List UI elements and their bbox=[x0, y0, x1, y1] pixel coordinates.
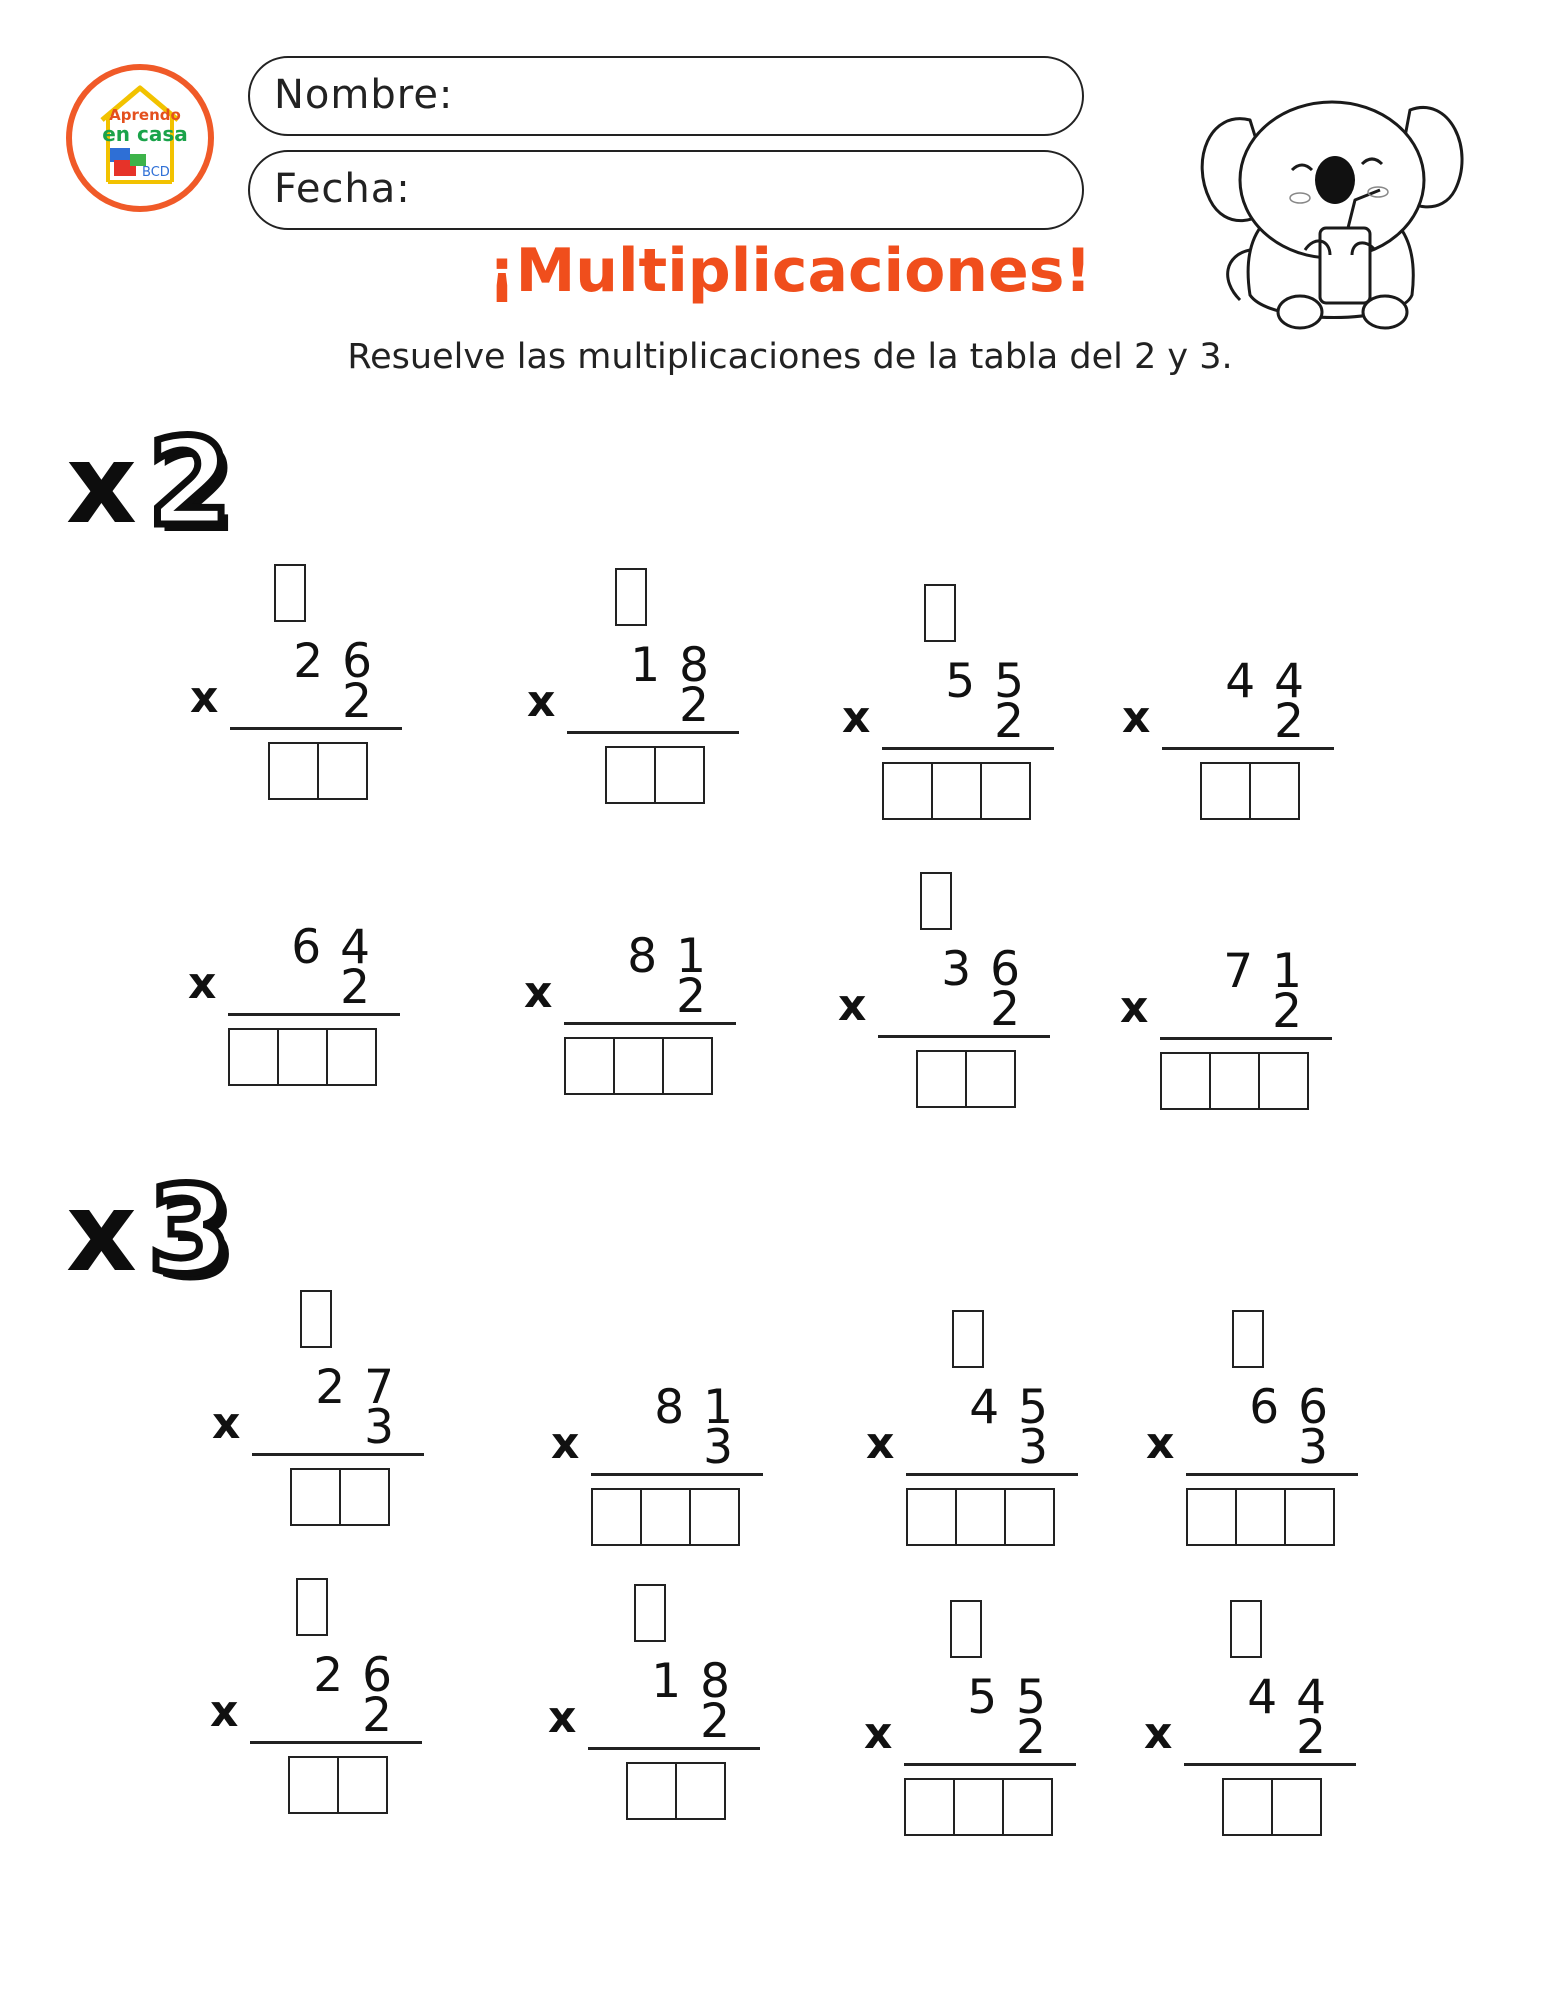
carry-box[interactable] bbox=[615, 568, 647, 626]
times-symbol: x bbox=[548, 1692, 577, 1743]
multiplier: 2 bbox=[1274, 694, 1306, 749]
multiplicand: 2 7 bbox=[315, 1360, 396, 1415]
result-line bbox=[1162, 747, 1334, 750]
times-symbol: x bbox=[842, 692, 871, 743]
result-line bbox=[878, 1035, 1050, 1038]
times-symbol: x bbox=[1120, 982, 1149, 1033]
answer-digit-box[interactable] bbox=[288, 1756, 339, 1814]
carry-box[interactable] bbox=[296, 1578, 328, 1636]
multiplier: 2 bbox=[362, 1688, 394, 1743]
answer-boxes bbox=[290, 1468, 388, 1526]
date-field[interactable] bbox=[248, 150, 1084, 230]
multiplication-problem bbox=[210, 1578, 430, 1838]
multiplier: 2 bbox=[1016, 1710, 1048, 1765]
multiplier: 2 bbox=[1272, 984, 1304, 1039]
carry-box[interactable] bbox=[952, 1310, 984, 1368]
times-symbol: x bbox=[1122, 692, 1151, 743]
times-symbol: x bbox=[66, 420, 137, 548]
times-symbol: x bbox=[838, 980, 867, 1031]
answer-digit-box[interactable] bbox=[1160, 1052, 1211, 1110]
answer-digit-box[interactable] bbox=[337, 1756, 388, 1814]
carry-box[interactable] bbox=[1232, 1310, 1264, 1368]
multiplication-problem bbox=[1122, 584, 1342, 844]
answer-digit-box[interactable] bbox=[980, 762, 1031, 820]
multiplicand: 4 4 bbox=[1225, 654, 1306, 709]
logo-text: en casa bbox=[102, 122, 188, 146]
times-symbol: x bbox=[866, 1418, 895, 1469]
result-line bbox=[1186, 1473, 1358, 1476]
answer-digit-box[interactable] bbox=[953, 1778, 1004, 1836]
result-line bbox=[564, 1022, 736, 1025]
answer-digit-box[interactable] bbox=[1186, 1488, 1237, 1546]
multiplicand: 4 4 bbox=[1247, 1670, 1328, 1725]
times-symbol: x bbox=[1144, 1708, 1173, 1759]
carry-box[interactable] bbox=[300, 1290, 332, 1348]
answer-boxes bbox=[626, 1762, 724, 1820]
times-symbol: x bbox=[524, 967, 553, 1018]
multiplication-problem bbox=[548, 1584, 768, 1844]
answer-boxes bbox=[1186, 1488, 1333, 1546]
date-label: Fecha: bbox=[274, 166, 411, 212]
answer-digit-box[interactable] bbox=[605, 746, 656, 804]
multiplication-problem bbox=[1120, 874, 1340, 1134]
carry-box[interactable] bbox=[924, 584, 956, 642]
answer-boxes bbox=[916, 1050, 1014, 1108]
multiplier: 3 bbox=[1298, 1420, 1330, 1475]
answer-digit-box[interactable] bbox=[906, 1488, 957, 1546]
multiplicand: 1 8 bbox=[651, 1654, 732, 1709]
answer-boxes bbox=[882, 762, 1029, 820]
answer-digit-box[interactable] bbox=[626, 1762, 677, 1820]
multiplicand: 8 1 bbox=[627, 929, 708, 984]
multiplicand: 2 6 bbox=[293, 634, 374, 689]
carry-box[interactable] bbox=[634, 1584, 666, 1642]
multiplicand: 2 6 bbox=[313, 1648, 394, 1703]
answer-digit-box[interactable] bbox=[591, 1488, 642, 1546]
times-symbol: x bbox=[527, 676, 556, 727]
times-symbol: x bbox=[190, 672, 219, 723]
answer-boxes bbox=[591, 1488, 738, 1546]
multiplier: 2 bbox=[1296, 1710, 1328, 1765]
multiplier: 3 bbox=[364, 1400, 396, 1455]
name-field[interactable] bbox=[248, 56, 1084, 136]
section-header-x2 bbox=[66, 414, 266, 553]
multiplicand: 1 8 bbox=[630, 638, 711, 693]
result-line bbox=[588, 1747, 760, 1750]
result-line bbox=[250, 1741, 422, 1744]
answer-digit-box[interactable] bbox=[277, 1028, 328, 1086]
answer-boxes bbox=[288, 1756, 386, 1814]
times-symbol: x bbox=[210, 1686, 239, 1737]
multiplier: 2 bbox=[990, 982, 1022, 1037]
answer-digit-box[interactable] bbox=[1222, 1778, 1273, 1836]
answer-digit-box[interactable] bbox=[1249, 762, 1300, 820]
multiplicand: 5 5 bbox=[945, 654, 1026, 709]
multiplication-problem bbox=[838, 872, 1058, 1132]
times-symbol: x bbox=[1146, 1418, 1175, 1469]
result-line bbox=[591, 1473, 763, 1476]
result-line bbox=[1160, 1037, 1332, 1040]
answer-digit-box[interactable] bbox=[640, 1488, 691, 1546]
answer-digit-box[interactable] bbox=[662, 1037, 713, 1095]
multiplication-problem bbox=[527, 568, 747, 828]
multiplication-problem bbox=[524, 859, 744, 1119]
instructions: Resuelve las multiplicaciones de la tabla del 2 y 3. bbox=[347, 337, 1233, 377]
multiplier: 2 bbox=[994, 694, 1026, 749]
section-header-x3 bbox=[66, 1162, 266, 1301]
svg-text:BCD: BCD bbox=[142, 165, 170, 180]
multiplication-problem bbox=[188, 850, 408, 1110]
answer-boxes bbox=[904, 1778, 1051, 1836]
answer-boxes bbox=[1160, 1052, 1307, 1110]
koala-illustration bbox=[1180, 50, 1480, 350]
multiplicand: 8 1 bbox=[654, 1380, 735, 1435]
name-label: Nombre: bbox=[274, 72, 454, 118]
answer-digit-box[interactable] bbox=[268, 742, 319, 800]
result-line bbox=[1184, 1763, 1356, 1766]
carry-box[interactable] bbox=[920, 872, 952, 930]
carry-box[interactable] bbox=[950, 1600, 982, 1658]
answer-digit-box[interactable] bbox=[955, 1488, 1006, 1546]
multiplication-problem bbox=[551, 1310, 771, 1570]
answer-digit-box[interactable] bbox=[1271, 1778, 1322, 1836]
carry-box[interactable] bbox=[1230, 1600, 1262, 1658]
answer-digit-box[interactable] bbox=[1004, 1488, 1055, 1546]
logo bbox=[66, 64, 214, 212]
times-symbol: x bbox=[66, 1168, 137, 1296]
answer-boxes bbox=[1200, 762, 1298, 820]
multiplier: 3 bbox=[703, 1420, 735, 1475]
carry-box[interactable] bbox=[274, 564, 306, 622]
multiplier: 2 bbox=[679, 678, 711, 733]
answer-digit-box[interactable] bbox=[228, 1028, 279, 1086]
answer-boxes bbox=[605, 746, 703, 804]
answer-digit-box[interactable] bbox=[317, 742, 368, 800]
result-line bbox=[904, 1763, 1076, 1766]
answer-digit-box[interactable] bbox=[689, 1488, 740, 1546]
multiplicand: 3 6 bbox=[941, 942, 1022, 997]
times-symbol: x bbox=[551, 1418, 580, 1469]
multiplier: 2 bbox=[700, 1694, 732, 1749]
multiplicand: 6 6 bbox=[1249, 1380, 1330, 1435]
result-line bbox=[252, 1453, 424, 1456]
answer-boxes bbox=[268, 742, 366, 800]
answer-digit-box[interactable] bbox=[613, 1037, 664, 1095]
times-symbol: x bbox=[212, 1398, 241, 1449]
answer-digit-box[interactable] bbox=[339, 1468, 390, 1526]
answer-digit-box[interactable] bbox=[882, 762, 933, 820]
multiplicand: 7 1 bbox=[1223, 944, 1304, 999]
answer-digit-box[interactable] bbox=[1235, 1488, 1286, 1546]
multiplier: 3 bbox=[1018, 1420, 1050, 1475]
multiplication-problem bbox=[842, 584, 1062, 844]
result-line bbox=[230, 727, 402, 730]
times-symbol: x bbox=[188, 958, 217, 1009]
multiplier: 2 bbox=[676, 969, 708, 1024]
answer-digit-box[interactable] bbox=[965, 1050, 1016, 1108]
answer-digit-box[interactable] bbox=[1002, 1778, 1053, 1836]
answer-digit-box[interactable] bbox=[1258, 1052, 1309, 1110]
multiplicand: 6 4 bbox=[291, 920, 372, 975]
multiplicand: 5 5 bbox=[967, 1670, 1048, 1725]
multiplication-problem bbox=[190, 564, 410, 824]
answer-digit-box[interactable] bbox=[916, 1050, 967, 1108]
answer-digit-box[interactable] bbox=[1284, 1488, 1335, 1546]
multiplication-problem bbox=[864, 1600, 1084, 1860]
answer-digit-box[interactable] bbox=[904, 1778, 955, 1836]
table-number: 2 bbox=[148, 414, 232, 553]
result-line bbox=[567, 731, 739, 734]
result-line bbox=[228, 1013, 400, 1016]
table-number: 3 bbox=[148, 1162, 232, 1301]
answer-boxes bbox=[906, 1488, 1053, 1546]
multiplier: 2 bbox=[342, 674, 374, 729]
multiplier: 2 bbox=[340, 960, 372, 1015]
answer-digit-box[interactable] bbox=[675, 1762, 726, 1820]
multiplication-problem bbox=[866, 1310, 1086, 1570]
answer-boxes bbox=[1222, 1778, 1320, 1836]
result-line bbox=[882, 747, 1054, 750]
answer-digit-box[interactable] bbox=[931, 762, 982, 820]
answer-digit-box[interactable] bbox=[1209, 1052, 1260, 1110]
answer-boxes bbox=[228, 1028, 375, 1086]
multiplicand: 4 5 bbox=[969, 1380, 1050, 1435]
answer-digit-box[interactable] bbox=[290, 1468, 341, 1526]
answer-boxes bbox=[564, 1037, 711, 1095]
answer-digit-box[interactable] bbox=[564, 1037, 615, 1095]
multiplication-problem bbox=[1144, 1600, 1364, 1860]
logo-text: Aprendo bbox=[109, 106, 181, 124]
times-symbol: x bbox=[864, 1708, 893, 1759]
page-title: ¡Multiplicaciones! bbox=[488, 236, 1092, 306]
multiplication-problem bbox=[1146, 1310, 1366, 1570]
answer-digit-box[interactable] bbox=[654, 746, 705, 804]
result-line bbox=[906, 1473, 1078, 1476]
answer-digit-box[interactable] bbox=[326, 1028, 377, 1086]
answer-digit-box[interactable] bbox=[1200, 762, 1251, 820]
multiplication-problem bbox=[212, 1290, 432, 1550]
